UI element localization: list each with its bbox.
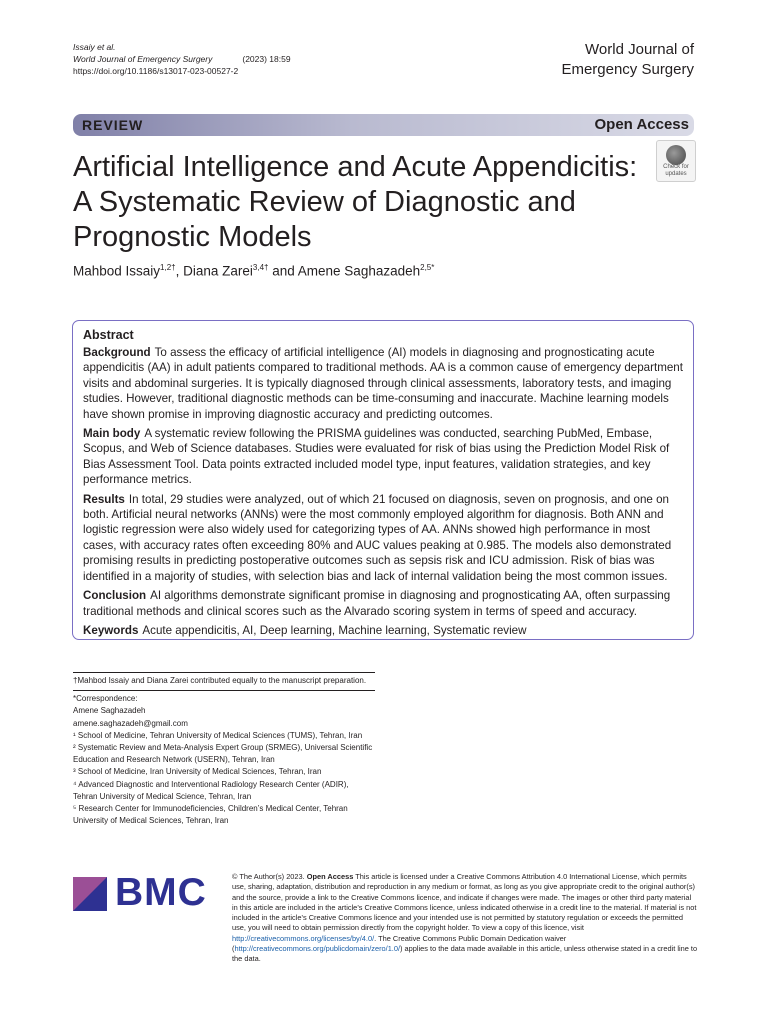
check-updates-label-2: updates	[665, 171, 687, 177]
journal-citation: World Journal of Emergency Surgery	[73, 54, 213, 64]
footnote-divider	[73, 690, 375, 691]
correspondence-email[interactable]: amene.saghazadeh@gmail.com	[73, 718, 188, 728]
correspondence-name: Amene Saghazadeh	[73, 706, 146, 716]
author-name[interactable]: Diana Zarei	[183, 263, 253, 279]
check-for-updates-button[interactable]	[656, 140, 696, 182]
article-title: Artificial Intelligence and Acute Appendicitis: A Systematic Review of Diagnostic and Prognostic Models	[73, 151, 638, 253]
author-name[interactable]: Mahbod Issaiy	[73, 263, 161, 279]
author-list: Mahbod Issaiy$^{1,2\dagger}$, Diana Zarei$^{3,4\dagger}$ and Amene Saghazadeh$^{2,5*}$	[73, 263, 435, 279]
journal-name-line1: World Journal of	[585, 41, 694, 58]
author-affiliation: 3,4†	[252, 263, 269, 272]
open-access-inline: Open Access	[306, 872, 354, 881]
license-statement: © The Author(s) 2023. Open Access This article is licensed under a Creative Commons Attribution 4.0 International License, which permits use, sharing, adaptation, distribution and reproduction in any medium or format, as long as you give appropriate credit to the original author(s) and the source, provide a link to the Creative Commons licence, and indicate if changes were made. The images or other third party material in this article are included in the article’s Creative Commons licence, unless indicated otherwise in a credit line to the material. If material is not included in the article’s Creative Commons licence and your intended use is not permitted by statutory regulation or exceeds the permitted use, you will need to obtain permission directly from the copyright holder. To view a copy of this licence, visit http://creativecommons.org/licenses/by/4.0/. The Creative Commons Public Domain Dedication waiver (http://creativecommons.org/publicdomain/zero/1.0/) applies to the data made available in this article, unless otherwise stated in a credit line to the data.	[232, 872, 698, 964]
correspondence-label: *Correspondence:	[73, 694, 138, 704]
abstract-main-body: Main body A systematic review following the PRISMA guidelines was conducted, searching PubMed, Embase, Scopus, and Web of Science databases. Studies were evaluated for risk of bias using the Prediction Model Risk of Bias Assessment Tool. Data points extracted included model type, input features, validation strategies, and key performance metrics.	[83, 427, 670, 487]
abstract-background: Background To assess the efficacy of artificial intelligence (AI) models in diagnosing and prognosticating acute appendicitis (AA) in adult patients compared to traditional methods. AA is a common cause of emergency department visits and abdominal surgeries. It is typically diagnosed through clinical assessments, laboratory tests, and imaging studies. However, traditional diagnostic methods can be time-consuming and inaccurate. Machine learning models have shown promise in improving diagnostic accuracy and predicting outcomes.	[83, 346, 683, 421]
abstract-results: Results In total, 29 studies were analyzed, out of which 21 focused on diagnosis, seven on prognosis, and one on both. Artificial neural networks (ANNs) were the most commonly employed algorithm for diagnosis. Both ANN and logistic regression were also widely used for categorizing types of AA. ANNs showed high performance in most cases, with accuracy rates often exceeding 80% and AUC values peaking at 0.985. The models also demonstrated promising results in predicting postoperative outcomes such as sepsis risk and ICU admission. Risk of bias was identified in a majority of studies, with selection bias and lack of internal validation being the most common issues.	[83, 492, 672, 583]
abstract-keywords: Keywords Acute appendicitis, AI, Deep learning, Machine learning, Systematic review	[83, 623, 527, 637]
journal-name	[561, 40, 694, 80]
journal-name-line2: Emergency Surgery	[561, 61, 694, 78]
section-label: Background	[83, 346, 151, 359]
affiliation: ³ School of Medicine, Iran University of Medical Sciences, Tehran, Iran	[73, 767, 322, 777]
article-meta	[73, 41, 291, 77]
bmc-logo-text: BMC	[115, 871, 207, 914]
section-label: Results	[83, 492, 125, 506]
footnote-divider	[73, 672, 375, 673]
section-label: Keywords	[83, 623, 139, 637]
equal-contribution-note: †Mahbod Issaiy and Diana Zarei contributed equally to the manuscript preparation.	[73, 676, 367, 685]
abstract-box	[72, 320, 694, 640]
cc-zero-link[interactable]: http://creativecommons.org/publicdomain/zero/1.0/	[234, 944, 401, 954]
open-access-label: Open Access	[594, 116, 689, 133]
abstract-conclusion: Conclusion AI algorithms demonstrate significant promise in diagnosing and prognosticating AA, often surpassing traditional methods and clinical scores such as the Alvarado scoring system in terms of speed and accuracy.	[83, 589, 671, 618]
article-type-banner	[73, 114, 694, 136]
running-authors: Issaiy et al.	[73, 42, 116, 52]
affiliation: ¹ School of Medicine, Tehran University of Medical Sciences (TUMS), Tehran, Iran	[73, 730, 363, 740]
section-label: Conclusion	[83, 589, 147, 603]
cc-by-link[interactable]: http://creativecommons.org/licenses/by/4.0/	[232, 933, 375, 943]
year-volume: (2023) 18:59	[242, 54, 291, 64]
author-affiliation: 1,2†	[160, 263, 176, 272]
abstract-heading: Abstract	[83, 328, 134, 342]
doi-link[interactable]: https://doi.org/10.1186/s13017-023-00527-2	[73, 66, 239, 76]
article-type-label: REVIEW	[82, 117, 144, 133]
section-label: Main body	[83, 427, 141, 441]
author-name[interactable]: Amene Saghazadeh	[297, 263, 421, 279]
affiliation: ² Systematic Review and Meta-Analysis Expert Group (SRMEG), Universal Scientific Education and Research Network (USERN), Tehran, Iran	[73, 743, 373, 765]
check-updates-label-1: Check for	[663, 164, 689, 170]
check-updates-icon	[666, 145, 686, 165]
affiliation: ⁵ Research Center for Immunodeficiencies, Children’s Medical Center, Tehran University of Medical Sciences, Tehran, Iran	[73, 804, 348, 826]
affiliation: ⁴ Advanced Diagnostic and Interventional Radiology Research Center (ADIR), Tehran University of Medical Science, Tehran, Iran	[73, 779, 349, 801]
footnotes	[73, 672, 375, 827]
author-affiliation: 2,5*	[420, 263, 435, 272]
bmc-logo	[73, 871, 218, 914]
